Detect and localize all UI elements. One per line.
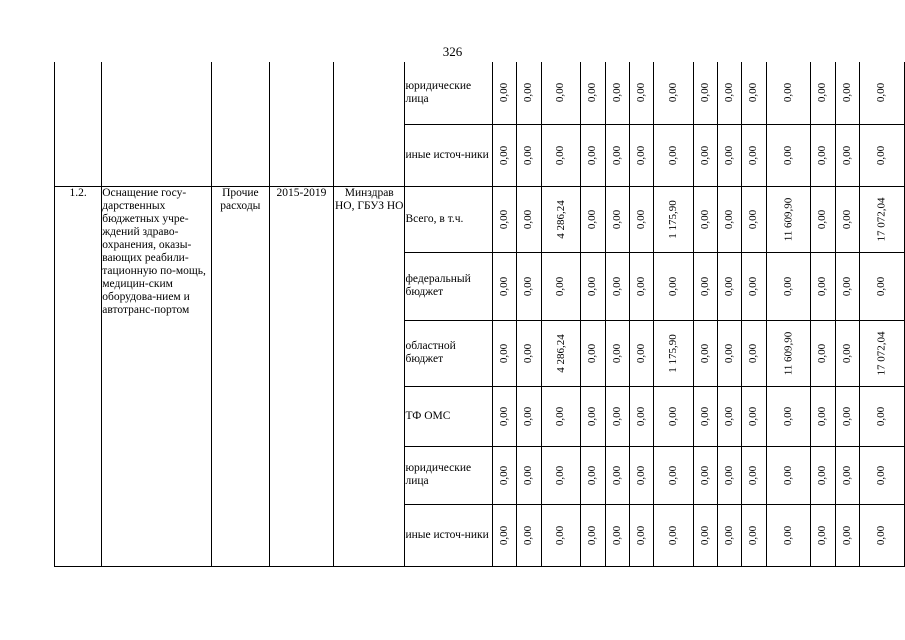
- value-text: 0,00: [522, 145, 535, 165]
- value-cell: [835, 446, 859, 504]
- value-cell: [605, 446, 629, 504]
- value-cell: [493, 386, 517, 446]
- value-cell: [581, 504, 605, 566]
- value-cell: [605, 62, 629, 124]
- value-text: 0,00: [816, 465, 829, 485]
- value-cell: [766, 252, 811, 320]
- budget-table: [54, 62, 905, 567]
- value-text: 17 072,04: [875, 331, 888, 375]
- value-cell: [541, 252, 581, 320]
- value-cell: [605, 320, 629, 386]
- value-cell: [541, 386, 581, 446]
- value-text: 0,00: [554, 276, 567, 296]
- value-text: 0,00: [635, 406, 647, 426]
- value-cell: [766, 320, 811, 386]
- value-text: 0,00: [875, 465, 888, 485]
- value-text: 0,00: [666, 276, 679, 296]
- value-cell: [859, 124, 904, 186]
- value-cell: [742, 252, 766, 320]
- value-text: 0,00: [840, 406, 853, 426]
- type-cell: [211, 62, 269, 186]
- value-text: 11 609,90: [781, 197, 794, 241]
- value-text: 0,00: [498, 406, 511, 426]
- value-cell: [742, 446, 766, 504]
- value-text: 0,00: [747, 406, 760, 426]
- value-cell: [629, 124, 653, 186]
- value-cell: [811, 252, 835, 320]
- value-cell: [742, 320, 766, 386]
- value-cell: [605, 186, 629, 252]
- value-text: 0,00: [610, 465, 623, 485]
- value-cell: [811, 446, 835, 504]
- source-label: Всего, в т.ч.: [405, 212, 464, 225]
- value-cell: [629, 62, 653, 124]
- value-text: 0,00: [816, 276, 829, 296]
- value-cell: [654, 124, 694, 186]
- value-cell: [835, 186, 859, 252]
- value-cell: [517, 504, 541, 566]
- value-text: 0,00: [816, 525, 829, 545]
- value-text: 0,00: [635, 83, 647, 103]
- executor-cell: [334, 186, 405, 566]
- value-cell: [859, 386, 904, 446]
- value-text: 0,00: [666, 145, 679, 165]
- value-text: 0,00: [586, 406, 599, 426]
- value-text: 0,00: [781, 465, 794, 485]
- value-cell: [654, 386, 694, 446]
- value-cell: [654, 320, 694, 386]
- value-cell: [766, 124, 811, 186]
- value-text: 0,00: [840, 145, 853, 165]
- value-text: 0,00: [586, 343, 599, 363]
- value-text: 0,00: [666, 406, 679, 426]
- value-cell: [541, 504, 581, 566]
- value-cell: [766, 186, 811, 252]
- value-cell: [859, 186, 904, 252]
- source-label: иные источ-ники: [405, 528, 489, 541]
- item-name: Оснащение госу-дарственных бюджетных учре-ждений здраво-охранения, оказы-вающих реабили-тационную по-мощь, медицин-ским оборудова-нием и автотранс-портом: [102, 186, 206, 316]
- value-cell: [541, 124, 581, 186]
- value-cell: [693, 186, 717, 252]
- value-text: 0,00: [666, 525, 679, 545]
- value-text: 0,00: [698, 406, 711, 426]
- value-text: 0,00: [875, 83, 888, 103]
- value-text: 0,00: [586, 276, 599, 296]
- value-text: 0,00: [554, 525, 567, 545]
- value-cell: [859, 320, 904, 386]
- value-cell: [517, 446, 541, 504]
- value-cell: [835, 504, 859, 566]
- value-cell: [629, 252, 653, 320]
- value-text: 0,00: [698, 145, 711, 165]
- value-text: 0,00: [586, 465, 599, 485]
- value-text: 0,00: [610, 83, 623, 103]
- value-cell: [654, 252, 694, 320]
- value-text: 11 609,90: [781, 331, 794, 375]
- value-cell: [517, 62, 541, 124]
- value-cell: [766, 446, 811, 504]
- value-text: 0,00: [522, 343, 535, 363]
- value-cell: [517, 320, 541, 386]
- expense-type: Прочие расходы: [220, 186, 261, 212]
- value-cell: [605, 124, 629, 186]
- value-text: 0,00: [747, 145, 760, 165]
- value-text: 0,00: [522, 465, 535, 485]
- value-text: 0,00: [522, 209, 535, 229]
- value-text: 0,00: [781, 406, 794, 426]
- value-text: 0,00: [840, 525, 853, 545]
- value-cell: [766, 504, 811, 566]
- value-text: 0,00: [498, 209, 511, 229]
- value-text: 0,00: [498, 145, 511, 165]
- value-text: 0,00: [747, 343, 760, 363]
- source-cell: [405, 124, 493, 186]
- value-cell: [517, 252, 541, 320]
- value-text: 0,00: [816, 209, 829, 229]
- value-text: 0,00: [723, 209, 736, 229]
- value-text: 0,00: [698, 343, 711, 363]
- value-cell: [766, 386, 811, 446]
- value-cell: [718, 446, 742, 504]
- source-label: юридические лица: [405, 462, 472, 487]
- value-text: 0,00: [610, 406, 623, 426]
- value-text: 0,00: [781, 276, 794, 296]
- value-text: 0,00: [781, 145, 794, 165]
- value-cell: [629, 320, 653, 386]
- value-text: 0,00: [875, 406, 888, 426]
- value-text: 0,00: [554, 145, 567, 165]
- table-row: [55, 186, 905, 252]
- value-cell: [654, 62, 694, 124]
- source-label: федеральный бюджет: [405, 273, 471, 298]
- value-text: 0,00: [666, 83, 679, 103]
- value-cell: [541, 186, 581, 252]
- source-label: юридические лица: [405, 79, 472, 105]
- value-text: 0,00: [586, 145, 599, 165]
- value-cell: [581, 386, 605, 446]
- value-cell: [493, 446, 517, 504]
- value-cell: [629, 504, 653, 566]
- source-cell: [405, 446, 493, 504]
- value-cell: [517, 124, 541, 186]
- value-cell: [718, 504, 742, 566]
- value-text: 0,00: [723, 406, 736, 426]
- value-text: 0,00: [781, 525, 794, 545]
- value-cell: [605, 252, 629, 320]
- value-text: 4 286,24: [554, 199, 567, 239]
- value-cell: [718, 62, 742, 124]
- value-text: 0,00: [840, 465, 853, 485]
- value-text: 0,00: [816, 83, 829, 103]
- item-name-cell: [102, 186, 212, 566]
- value-cell: [541, 446, 581, 504]
- value-text: 0,00: [586, 525, 599, 545]
- value-text: 0,00: [635, 525, 647, 545]
- value-cell: [493, 320, 517, 386]
- value-text: 0,00: [723, 276, 736, 296]
- value-text: 0,00: [698, 209, 711, 229]
- source-cell: [405, 186, 493, 252]
- value-cell: [581, 446, 605, 504]
- value-text: 0,00: [698, 465, 711, 485]
- value-text: 0,00: [747, 209, 760, 229]
- source-label: ТФ ОМС: [405, 409, 451, 422]
- value-cell: [811, 504, 835, 566]
- value-text: 0,00: [698, 83, 711, 103]
- value-cell: [693, 504, 717, 566]
- value-text: 0,00: [522, 276, 535, 296]
- value-text: 0,00: [498, 525, 511, 545]
- value-text: 0,00: [875, 525, 888, 545]
- item-number: 1.2.: [69, 186, 87, 199]
- value-text: 0,00: [875, 276, 888, 296]
- value-cell: [581, 252, 605, 320]
- executor-cell: [334, 62, 405, 186]
- source-label: областной бюджет: [405, 340, 456, 365]
- value-text: 0,00: [635, 209, 647, 229]
- value-cell: [766, 62, 811, 124]
- value-cell: [742, 186, 766, 252]
- value-cell: [693, 124, 717, 186]
- value-cell: [517, 386, 541, 446]
- value-cell: [742, 62, 766, 124]
- value-cell: [493, 186, 517, 252]
- value-text: 0,00: [816, 145, 829, 165]
- value-text: 0,00: [723, 145, 736, 165]
- value-text: 0,00: [723, 83, 736, 103]
- value-cell: [859, 252, 904, 320]
- value-text: 0,00: [522, 406, 535, 426]
- value-cell: [811, 386, 835, 446]
- source-label: иные источ-ники: [405, 148, 489, 161]
- value-cell: [859, 446, 904, 504]
- value-cell: [581, 186, 605, 252]
- value-text: 0,00: [698, 525, 711, 545]
- value-text: 0,00: [610, 343, 623, 363]
- value-text: 0,00: [610, 209, 623, 229]
- value-text: 0,00: [610, 525, 623, 545]
- value-cell: [693, 386, 717, 446]
- value-text: 0,00: [747, 525, 760, 545]
- value-cell: [654, 186, 694, 252]
- value-cell: [581, 124, 605, 186]
- value-cell: [811, 186, 835, 252]
- value-text: 0,00: [747, 276, 760, 296]
- value-cell: [629, 186, 653, 252]
- value-cell: [718, 320, 742, 386]
- value-cell: [541, 62, 581, 124]
- value-cell: [517, 186, 541, 252]
- implementation-period-cell: [269, 186, 333, 566]
- value-text: 0,00: [554, 406, 567, 426]
- value-text: 0,00: [498, 83, 511, 103]
- value-cell: [835, 124, 859, 186]
- value-text: 0,00: [723, 465, 736, 485]
- value-cell: [605, 386, 629, 446]
- value-text: 0,00: [698, 276, 711, 296]
- value-cell: [654, 446, 694, 504]
- value-text: 4 286,24: [554, 333, 567, 373]
- value-text: 0,00: [635, 343, 647, 363]
- table-row: [55, 62, 905, 124]
- value-cell: [811, 124, 835, 186]
- value-cell: [693, 320, 717, 386]
- expense-type-cell: [211, 186, 269, 566]
- value-cell: [493, 124, 517, 186]
- value-text: 0,00: [498, 276, 511, 296]
- value-text: 0,00: [781, 83, 794, 103]
- value-cell: [835, 252, 859, 320]
- value-cell: [811, 320, 835, 386]
- value-cell: [581, 62, 605, 124]
- value-cell: [718, 252, 742, 320]
- source-cell: [405, 320, 493, 386]
- page-number: 326: [442, 44, 463, 59]
- value-cell: [493, 504, 517, 566]
- value-text: 0,00: [554, 465, 567, 485]
- value-cell: [541, 320, 581, 386]
- value-text: 0,00: [635, 276, 647, 296]
- value-text: 0,00: [840, 276, 853, 296]
- value-cell: [581, 320, 605, 386]
- value-text: 0,00: [554, 83, 567, 103]
- value-cell: [605, 504, 629, 566]
- period-cell: [269, 62, 333, 186]
- item-number-cell: [55, 186, 102, 566]
- value-cell: [493, 62, 517, 124]
- source-cell: [405, 504, 493, 566]
- value-text: 1 175,90: [666, 199, 679, 239]
- value-text: 0,00: [723, 525, 736, 545]
- value-cell: [718, 124, 742, 186]
- value-text: 0,00: [586, 83, 599, 103]
- value-cell: [835, 62, 859, 124]
- source-cell: [405, 386, 493, 446]
- value-cell: [859, 504, 904, 566]
- value-text: 0,00: [840, 209, 853, 229]
- value-cell: [693, 446, 717, 504]
- value-cell: [629, 446, 653, 504]
- value-text: 0,00: [522, 83, 535, 103]
- implementation-period: 2015-2019: [276, 186, 327, 199]
- value-cell: [742, 124, 766, 186]
- value-text: 0,00: [747, 465, 760, 485]
- num-cell: [55, 62, 102, 186]
- value-cell: [859, 62, 904, 124]
- value-text: 0,00: [498, 343, 511, 363]
- value-text: 0,00: [816, 343, 829, 363]
- value-text: 0,00: [666, 465, 679, 485]
- value-cell: [629, 386, 653, 446]
- value-text: 1 175,90: [666, 333, 679, 373]
- value-text: 0,00: [522, 525, 535, 545]
- value-text: 0,00: [723, 343, 736, 363]
- value-text: 0,00: [840, 83, 853, 103]
- value-text: 0,00: [635, 465, 647, 485]
- executor: Минздрав НО, ГБУЗ НО: [335, 186, 404, 212]
- value-text: 0,00: [610, 145, 623, 165]
- value-text: 0,00: [747, 83, 760, 103]
- value-cell: [835, 386, 859, 446]
- value-cell: [742, 504, 766, 566]
- value-text: 0,00: [840, 343, 853, 363]
- value-cell: [811, 62, 835, 124]
- value-text: 17 072,04: [875, 197, 888, 241]
- value-cell: [718, 186, 742, 252]
- value-text: 0,00: [610, 276, 623, 296]
- name-cell: [102, 62, 212, 186]
- source-cell: [405, 62, 493, 124]
- value-cell: [742, 386, 766, 446]
- value-cell: [835, 320, 859, 386]
- value-cell: [718, 386, 742, 446]
- value-text: 0,00: [875, 145, 888, 165]
- value-text: 0,00: [586, 209, 599, 229]
- value-text: 0,00: [816, 406, 829, 426]
- value-cell: [493, 252, 517, 320]
- value-text: 0,00: [635, 145, 647, 165]
- source-cell: [405, 252, 493, 320]
- value-text: 0,00: [498, 465, 511, 485]
- value-cell: [654, 504, 694, 566]
- value-cell: [693, 62, 717, 124]
- value-cell: [693, 252, 717, 320]
